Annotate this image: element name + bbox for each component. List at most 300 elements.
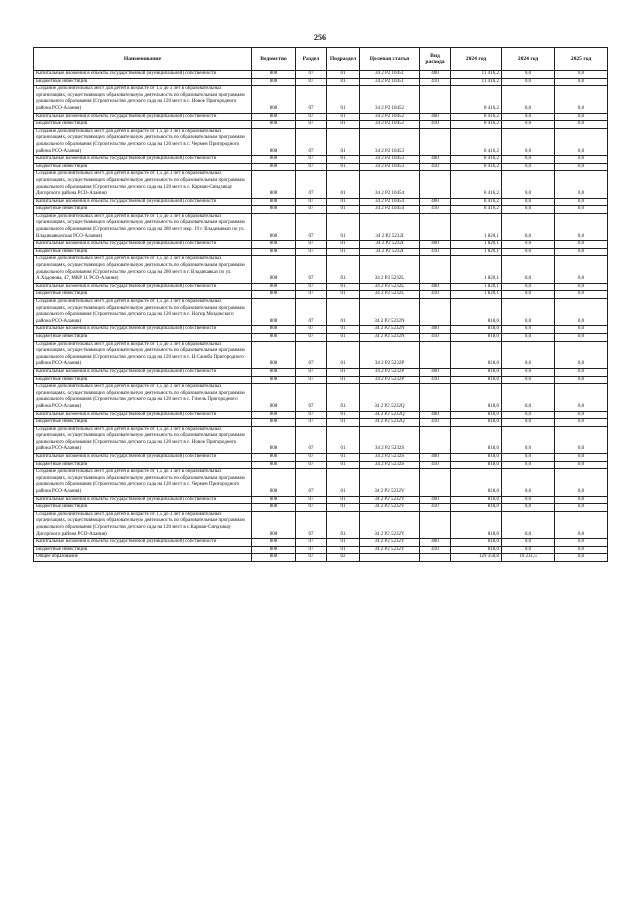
cell-name: Общее образование [34, 554, 252, 562]
column-header-year-2: 2024 год [502, 48, 555, 71]
cell-year-2: 0,0 [502, 156, 555, 164]
cell-expense-type: 400 [420, 326, 451, 334]
table-row [34, 454, 608, 462]
cell-year-3: 0,0 [555, 419, 608, 427]
cell-target-item: 34 2 P2 10453 [360, 128, 420, 155]
cell-year-3: 0,0 [555, 198, 608, 206]
cell-year-1: 818,0 [451, 504, 502, 512]
cell-year-2: 0,0 [502, 248, 555, 256]
cell-ministry: 808 [252, 163, 296, 171]
table-row [34, 206, 608, 214]
cell-expense-type [420, 469, 451, 496]
cell-expense-type: 400 [420, 113, 451, 121]
table-row [34, 496, 608, 504]
table-row [34, 539, 608, 547]
cell-target-item: 34 2 P2 5232V [360, 469, 420, 496]
cell-expense-type: 400 [420, 283, 451, 291]
cell-section: 07 [296, 248, 327, 256]
cell-ministry: 808 [252, 384, 296, 411]
cell-year-2: 0,0 [502, 539, 555, 547]
cell-section: 07 [296, 461, 327, 469]
cell-year-3: 0,0 [555, 341, 608, 368]
cell-year-2: 0,0 [502, 341, 555, 368]
budget-table [33, 47, 608, 562]
cell-ministry: 808 [252, 454, 296, 462]
cell-target-item: 34 2 P2 10452 [360, 86, 420, 113]
cell-year-3: 0,0 [555, 496, 608, 504]
page-number: 256 [314, 33, 326, 42]
cell-section: 07 [296, 291, 327, 299]
cell-ministry: 808 [252, 368, 296, 376]
cell-section: 07 [296, 496, 327, 504]
cell-year-1: 8 416,2 [451, 113, 502, 121]
cell-expense-type: 400 [420, 156, 451, 164]
cell-year-2: 0,0 [502, 426, 555, 453]
cell-ministry: 808 [252, 341, 296, 368]
table-row [34, 171, 608, 198]
cell-expense-type: 410 [420, 206, 451, 214]
cell-subsection: 01 [327, 469, 360, 496]
cell-year-2: 0,0 [502, 198, 555, 206]
cell-target-item: 34 2 P2 5232Q [360, 384, 420, 411]
cell-expense-type [420, 554, 451, 562]
cell-name: Создание дополнительных мест для детей в возрасте от 1,5 до 3 лет в образовательных организациях, осуществляющих образовательную деятельность по образовательным программам дошкольного образования (Строительство детского сада на 280 мест в г. Владикавказ по ул. А.Хадонова, 47, МКР 11 РСО-Алания) [34, 256, 252, 283]
cell-ministry: 808 [252, 291, 296, 299]
column-header-section: Раздел [296, 48, 327, 71]
cell-year-3: 0,0 [555, 206, 608, 214]
table-row [34, 71, 608, 79]
cell-subsection: 01 [327, 461, 360, 469]
cell-name: Капитальные вложения в объекты государственной (муниципальной) собственности [34, 113, 252, 121]
cell-year-3: 0,0 [555, 156, 608, 164]
cell-section: 07 [296, 171, 327, 198]
cell-target-item: 34 2 P2 5232S [360, 454, 420, 462]
cell-ministry: 808 [252, 504, 296, 512]
cell-name: Бюджетные инвестиции [34, 206, 252, 214]
cell-year-1: 818,0 [451, 419, 502, 427]
cell-ministry: 808 [252, 469, 296, 496]
cell-target-item: 34 2 P2 5232P [360, 368, 420, 376]
column-header-name: Наименование [34, 48, 252, 71]
cell-year-3: 0,0 [555, 554, 608, 562]
cell-name: Капитальные вложения в объекты государственной (муниципальной) собственности [34, 454, 252, 462]
cell-year-2: 0,0 [502, 511, 555, 538]
cell-year-2: 0,0 [502, 496, 555, 504]
cell-expense-type [420, 511, 451, 538]
cell-expense-type [420, 128, 451, 155]
cell-year-2: 0,0 [502, 78, 555, 86]
cell-ministry: 808 [252, 511, 296, 538]
cell-ministry: 808 [252, 206, 296, 214]
cell-name: Капитальные вложения в объекты государственной (муниципальной) собственности [34, 326, 252, 334]
cell-year-1: 1 820,1 [451, 283, 502, 291]
cell-subsection: 01 [327, 71, 360, 79]
table-row [34, 283, 608, 291]
cell-section: 07 [296, 113, 327, 121]
table-row [34, 341, 608, 368]
cell-year-2: 0,0 [502, 376, 555, 384]
cell-year-1: 1 820,1 [451, 241, 502, 249]
cell-name: Бюджетные инвестиции [34, 546, 252, 554]
cell-expense-type: 410 [420, 419, 451, 427]
cell-year-3: 0,0 [555, 539, 608, 547]
cell-year-1: 8 416,2 [451, 171, 502, 198]
cell-year-3: 0,0 [555, 291, 608, 299]
cell-ministry: 808 [252, 121, 296, 129]
table-row [34, 368, 608, 376]
cell-subsection: 01 [327, 128, 360, 155]
cell-ministry: 808 [252, 411, 296, 419]
cell-year-2: 0,0 [502, 333, 555, 341]
cell-year-1: 818,0 [451, 469, 502, 496]
cell-ministry: 808 [252, 71, 296, 79]
cell-target-item: 34 2 P2 5232N [360, 333, 420, 341]
column-header-ministry: Ведомство [252, 48, 296, 71]
table-row-total [34, 554, 608, 562]
cell-subsection: 01 [327, 326, 360, 334]
cell-year-1: 1 820,1 [451, 213, 502, 240]
cell-year-2: 0,0 [502, 86, 555, 113]
cell-target-item: 34 2 P2 5232I [360, 248, 420, 256]
cell-year-1: 818,0 [451, 461, 502, 469]
cell-section: 07 [296, 546, 327, 554]
cell-subsection: 01 [327, 299, 360, 326]
cell-year-1: 818,0 [451, 376, 502, 384]
cell-target-item: 34 2 P2 5232N [360, 326, 420, 334]
cell-target-item: 34 2 P2 5232Q [360, 411, 420, 419]
cell-subsection: 01 [327, 86, 360, 113]
cell-year-2: 0,0 [502, 256, 555, 283]
cell-expense-type: 410 [420, 333, 451, 341]
cell-target-item: 34 2 P2 10452 [360, 121, 420, 129]
cell-name: Создание дополнительных мест для детей в возрасте от 1,5 до 3 лет в образовательных организациях, осуществляющих образовательную деятельность по образовательным программам дошкольного образования (Строительство детского сада на 120 мест в с.Карман-Синдзикау Дигорского района РСО-Алания) [34, 511, 252, 538]
cell-name: Бюджетные инвестиции [34, 376, 252, 384]
cell-year-3: 0,0 [555, 213, 608, 240]
cell-section: 07 [296, 504, 327, 512]
cell-subsection: 01 [327, 78, 360, 86]
cell-name: Создание дополнительных мест для детей в возрасте от 1,5 до 3 лет в образовательных организациях, осуществляющих образовательную деятельность по образовательным программам дошкольного образования (Строительство детского сада на 280 мест мкр. 19 г. Владикавказ по ул. Владикавказская РСО-Алания) [34, 213, 252, 240]
cell-target-item: 34 2 P2 10454 [360, 198, 420, 206]
cell-target-item: 34 2 P2 5232L [360, 283, 420, 291]
cell-target-item: 34 2 P2 10454 [360, 171, 420, 198]
cell-year-1: 818,0 [451, 426, 502, 453]
cell-subsection: 01 [327, 248, 360, 256]
cell-section: 07 [296, 78, 327, 86]
cell-target-item: 34 2 P2 5232I [360, 213, 420, 240]
cell-target-item: 34 2 P2 5232Q [360, 419, 420, 427]
column-header-expense-type: Вид расхода [420, 48, 451, 71]
table-row [34, 291, 608, 299]
table-row [34, 469, 608, 496]
cell-subsection: 01 [327, 171, 360, 198]
cell-year-2: 0,0 [502, 71, 555, 79]
cell-ministry: 808 [252, 546, 296, 554]
table-row [34, 86, 608, 113]
cell-subsection: 01 [327, 411, 360, 419]
cell-ministry: 808 [252, 156, 296, 164]
cell-ministry: 808 [252, 461, 296, 469]
table-row [34, 411, 608, 419]
cell-target-item: 34 2 P2 5232S [360, 461, 420, 469]
cell-year-3: 0,0 [555, 299, 608, 326]
cell-year-1: 818,0 [451, 454, 502, 462]
cell-name: Капитальные вложения в объекты государственной (муниципальной) собственности [34, 241, 252, 249]
cell-expense-type: 410 [420, 248, 451, 256]
cell-name: Создание дополнительных мест для детей в возрасте от 1,5 до 3 лет в образовательных организациях, осуществляющих образовательную деятельность по образовательным программам дошкольного образования (Строительство детского сада на 120 мест в с. Чермен Пригородного района РСО-Алания) [34, 128, 252, 155]
cell-year-3: 0,0 [555, 241, 608, 249]
cell-subsection: 01 [327, 121, 360, 129]
cell-year-1: 818,0 [451, 511, 502, 538]
cell-expense-type: 400 [420, 539, 451, 547]
cell-section: 07 [296, 86, 327, 113]
cell-year-2: 0,0 [502, 113, 555, 121]
cell-expense-type: 410 [420, 163, 451, 171]
cell-year-2: 0,0 [502, 326, 555, 334]
cell-section: 07 [296, 213, 327, 240]
cell-subsection: 01 [327, 368, 360, 376]
cell-target-item: 34 2 P2 5232Y [360, 546, 420, 554]
cell-year-3: 0,0 [555, 283, 608, 291]
cell-ministry: 808 [252, 333, 296, 341]
cell-year-1: 8 416,2 [451, 86, 502, 113]
table-row [34, 326, 608, 334]
cell-year-2: 0,0 [502, 163, 555, 171]
cell-name: Бюджетные инвестиции [34, 163, 252, 171]
cell-expense-type: 410 [420, 376, 451, 384]
cell-expense-type: 410 [420, 461, 451, 469]
cell-name: Бюджетные инвестиции [34, 419, 252, 427]
cell-year-1: 8 416,2 [451, 128, 502, 155]
cell-target-item: 34 2 P2 10453 [360, 156, 420, 164]
table-row [34, 333, 608, 341]
cell-name: Капитальные вложения в объекты государственной (муниципальной) собственности [34, 71, 252, 79]
cell-expense-type: 400 [420, 454, 451, 462]
cell-ministry: 808 [252, 376, 296, 384]
cell-expense-type [420, 171, 451, 198]
cell-ministry: 808 [252, 256, 296, 283]
cell-ministry: 808 [252, 326, 296, 334]
cell-year-3: 0,0 [555, 248, 608, 256]
cell-year-1: 818,0 [451, 539, 502, 547]
cell-year-3: 0,0 [555, 71, 608, 79]
cell-year-2: 0,0 [502, 368, 555, 376]
cell-expense-type: 400 [420, 368, 451, 376]
cell-section: 07 [296, 426, 327, 453]
cell-year-2: 0,0 [502, 504, 555, 512]
table-row [34, 511, 608, 538]
cell-year-2: 0,0 [502, 128, 555, 155]
cell-subsection: 01 [327, 256, 360, 283]
table-row [34, 121, 608, 129]
cell-subsection: 01 [327, 283, 360, 291]
cell-ministry: 808 [252, 426, 296, 453]
cell-expense-type [420, 341, 451, 368]
cell-section: 07 [296, 454, 327, 462]
cell-year-1: 818,0 [451, 326, 502, 334]
table-header-row [34, 48, 608, 71]
cell-name: Создание дополнительных мест для детей в возрасте от 1,5 до 3 лет в образовательных организациях, осуществляющих образовательную деятельность по образовательным программам дошкольного образования (Строительство детского сада на 120 мест в с. Ногир Моздокского района РСО-Алания) [34, 299, 252, 326]
cell-subsection: 01 [327, 291, 360, 299]
cell-target-item: 34 2 P2 5232Y [360, 511, 420, 538]
cell-name: Бюджетные инвестиции [34, 333, 252, 341]
table-row [34, 376, 608, 384]
cell-section: 07 [296, 241, 327, 249]
cell-year-1: 1 820,1 [451, 256, 502, 283]
cell-target-item: 34 2 P2 5232Y [360, 539, 420, 547]
cell-year-1: 8 416,2 [451, 156, 502, 164]
cell-target-item: 34 2 P2 10454 [360, 206, 420, 214]
cell-subsection: 01 [327, 384, 360, 411]
cell-expense-type: 400 [420, 411, 451, 419]
cell-name: Бюджетные инвестиции [34, 78, 252, 86]
cell-subsection: 01 [327, 198, 360, 206]
cell-section: 07 [296, 198, 327, 206]
cell-year-1: 818,0 [451, 341, 502, 368]
cell-target-item: 34 2 P2 5232I [360, 241, 420, 249]
table-row [34, 461, 608, 469]
cell-section: 07 [296, 368, 327, 376]
cell-year-2: 0,0 [502, 291, 555, 299]
cell-year-1: 8 416,2 [451, 198, 502, 206]
cell-target-item: 34 2 P2 5232P [360, 376, 420, 384]
table-row [34, 128, 608, 155]
cell-target-item: 34 2 P2 10451 [360, 78, 420, 86]
cell-subsection: 01 [327, 113, 360, 121]
cell-year-3: 0,0 [555, 384, 608, 411]
column-header-year-1: 2024 год [451, 48, 502, 71]
cell-year-1: 818,0 [451, 496, 502, 504]
cell-year-3: 0,0 [555, 546, 608, 554]
cell-name: Создание дополнительных мест для детей в возрасте от 1,5 до 3 лет в образовательных организациях, осуществляющих образовательную деятельность по образовательным программам дошкольного образования (Строительство детского сада на 120 мест в с. Новое Пригородного района РСО-Алания) [34, 86, 252, 113]
cell-year-3: 0,0 [555, 171, 608, 198]
cell-section: 07 [296, 411, 327, 419]
cell-ministry: 808 [252, 241, 296, 249]
cell-year-1: 818,0 [451, 299, 502, 326]
cell-subsection: 01 [327, 496, 360, 504]
cell-target-item: 34 2 P2 5232P [360, 341, 420, 368]
cell-year-1: 1 820,1 [451, 291, 502, 299]
cell-expense-type [420, 384, 451, 411]
cell-section: 07 [296, 163, 327, 171]
cell-section: 07 [296, 419, 327, 427]
cell-expense-type: 400 [420, 241, 451, 249]
cell-year-2: 0,0 [502, 299, 555, 326]
cell-ministry: 808 [252, 213, 296, 240]
cell-year-2: 0,0 [502, 419, 555, 427]
cell-expense-type: 410 [420, 121, 451, 129]
cell-target-item: 34 2 P2 10451 [360, 71, 420, 79]
cell-name: Капитальные вложения в объекты государственной (муниципальной) собственности [34, 368, 252, 376]
cell-section: 07 [296, 71, 327, 79]
cell-name: Бюджетные инвестиции [34, 121, 252, 129]
cell-year-2: 0,0 [502, 241, 555, 249]
table-row [34, 248, 608, 256]
cell-year-3: 0,0 [555, 368, 608, 376]
table-row [34, 113, 608, 121]
table-row [34, 198, 608, 206]
cell-year-2: 0,0 [502, 283, 555, 291]
cell-section: 07 [296, 384, 327, 411]
cell-expense-type [420, 256, 451, 283]
cell-ministry: 808 [252, 128, 296, 155]
cell-section: 07 [296, 156, 327, 164]
cell-subsection: 01 [327, 333, 360, 341]
cell-year-3: 0,0 [555, 86, 608, 113]
cell-name: Бюджетные инвестиции [34, 248, 252, 256]
cell-name: Создание дополнительных мест для детей в возрасте от 1,5 до 3 лет в образовательных организациях, осуществляющих образовательную деятельность по образовательным программам дошкольного образования (Строительство детского сада на 120 мест в с. Н.Саниба Пригородного района РСО-Алания) [34, 341, 252, 368]
cell-year-2: 0,0 [502, 454, 555, 462]
cell-year-3: 0,0 [555, 113, 608, 121]
cell-section: 07 [296, 554, 327, 562]
cell-subsection: 01 [327, 163, 360, 171]
cell-year-2: 0,0 [502, 121, 555, 129]
cell-ministry: 808 [252, 419, 296, 427]
cell-subsection: 01 [327, 213, 360, 240]
cell-year-1: 11 416,2 [451, 78, 502, 86]
cell-expense-type: 410 [420, 504, 451, 512]
cell-year-2: 0,0 [502, 206, 555, 214]
table-row [34, 241, 608, 249]
table-row [34, 546, 608, 554]
cell-name: Капитальные вложения в объекты государственной (муниципальной) собственности [34, 411, 252, 419]
cell-name: Капитальные вложения в объекты государственной (муниципальной) собственности [34, 156, 252, 164]
cell-expense-type [420, 86, 451, 113]
table-row [34, 256, 608, 283]
cell-ministry: 808 [252, 283, 296, 291]
cell-year-2: 0,0 [502, 469, 555, 496]
table-row [34, 213, 608, 240]
cell-section: 07 [296, 299, 327, 326]
cell-subsection: 01 [327, 454, 360, 462]
cell-ministry: 808 [252, 248, 296, 256]
cell-section: 07 [296, 511, 327, 538]
cell-subsection: 01 [327, 156, 360, 164]
column-header-target-item: Целевая статья [360, 48, 420, 71]
cell-ministry: 808 [252, 554, 296, 562]
cell-year-1: 818,0 [451, 546, 502, 554]
cell-year-1: 8 416,2 [451, 121, 502, 129]
cell-year-3: 0,0 [555, 376, 608, 384]
cell-name: Создание дополнительных мест для детей в возрасте от 1,5 до 3 лет в образовательных организациях, осуществляющих образовательную деятельность по образовательным программам дошкольного образования (Строительство детского сада на 120 мест в с. Карман-Синдзикау Дигорского района РСО-Алания) [34, 171, 252, 198]
cell-section: 07 [296, 256, 327, 283]
cell-expense-type [420, 213, 451, 240]
column-header-year-3: 2025 год [555, 48, 608, 71]
cell-name: Создание дополнительных мест для детей в возрасте от 1,5 до 3 лет в образовательных организациях, осуществляющих образовательную деятельность по образовательным программам дошкольного образования (Строительство детского сада на 120 мест в с. Чермен Пригородного района РСО-Алания) [34, 469, 252, 496]
cell-ministry: 808 [252, 86, 296, 113]
cell-year-2: 0,0 [502, 461, 555, 469]
cell-subsection: 01 [327, 504, 360, 512]
cell-ministry: 808 [252, 171, 296, 198]
cell-ministry: 808 [252, 113, 296, 121]
cell-year-3: 0,0 [555, 469, 608, 496]
cell-subsection: 01 [327, 539, 360, 547]
column-header-subsection: Подраздел [327, 48, 360, 71]
cell-year-3: 0,0 [555, 121, 608, 129]
cell-year-3: 0,0 [555, 504, 608, 512]
cell-year-2: 0,0 [502, 546, 555, 554]
cell-subsection: 02 [327, 554, 360, 562]
cell-subsection: 01 [327, 426, 360, 453]
cell-name: Бюджетные инвестиции [34, 291, 252, 299]
cell-target-item: 34 2 P2 5232V [360, 504, 420, 512]
cell-expense-type: 410 [420, 546, 451, 554]
cell-subsection: 01 [327, 241, 360, 249]
cell-section: 07 [296, 539, 327, 547]
cell-target-item: 34 2 P2 10453 [360, 163, 420, 171]
cell-target-item [360, 554, 420, 562]
table-row [34, 419, 608, 427]
table-row [34, 504, 608, 512]
